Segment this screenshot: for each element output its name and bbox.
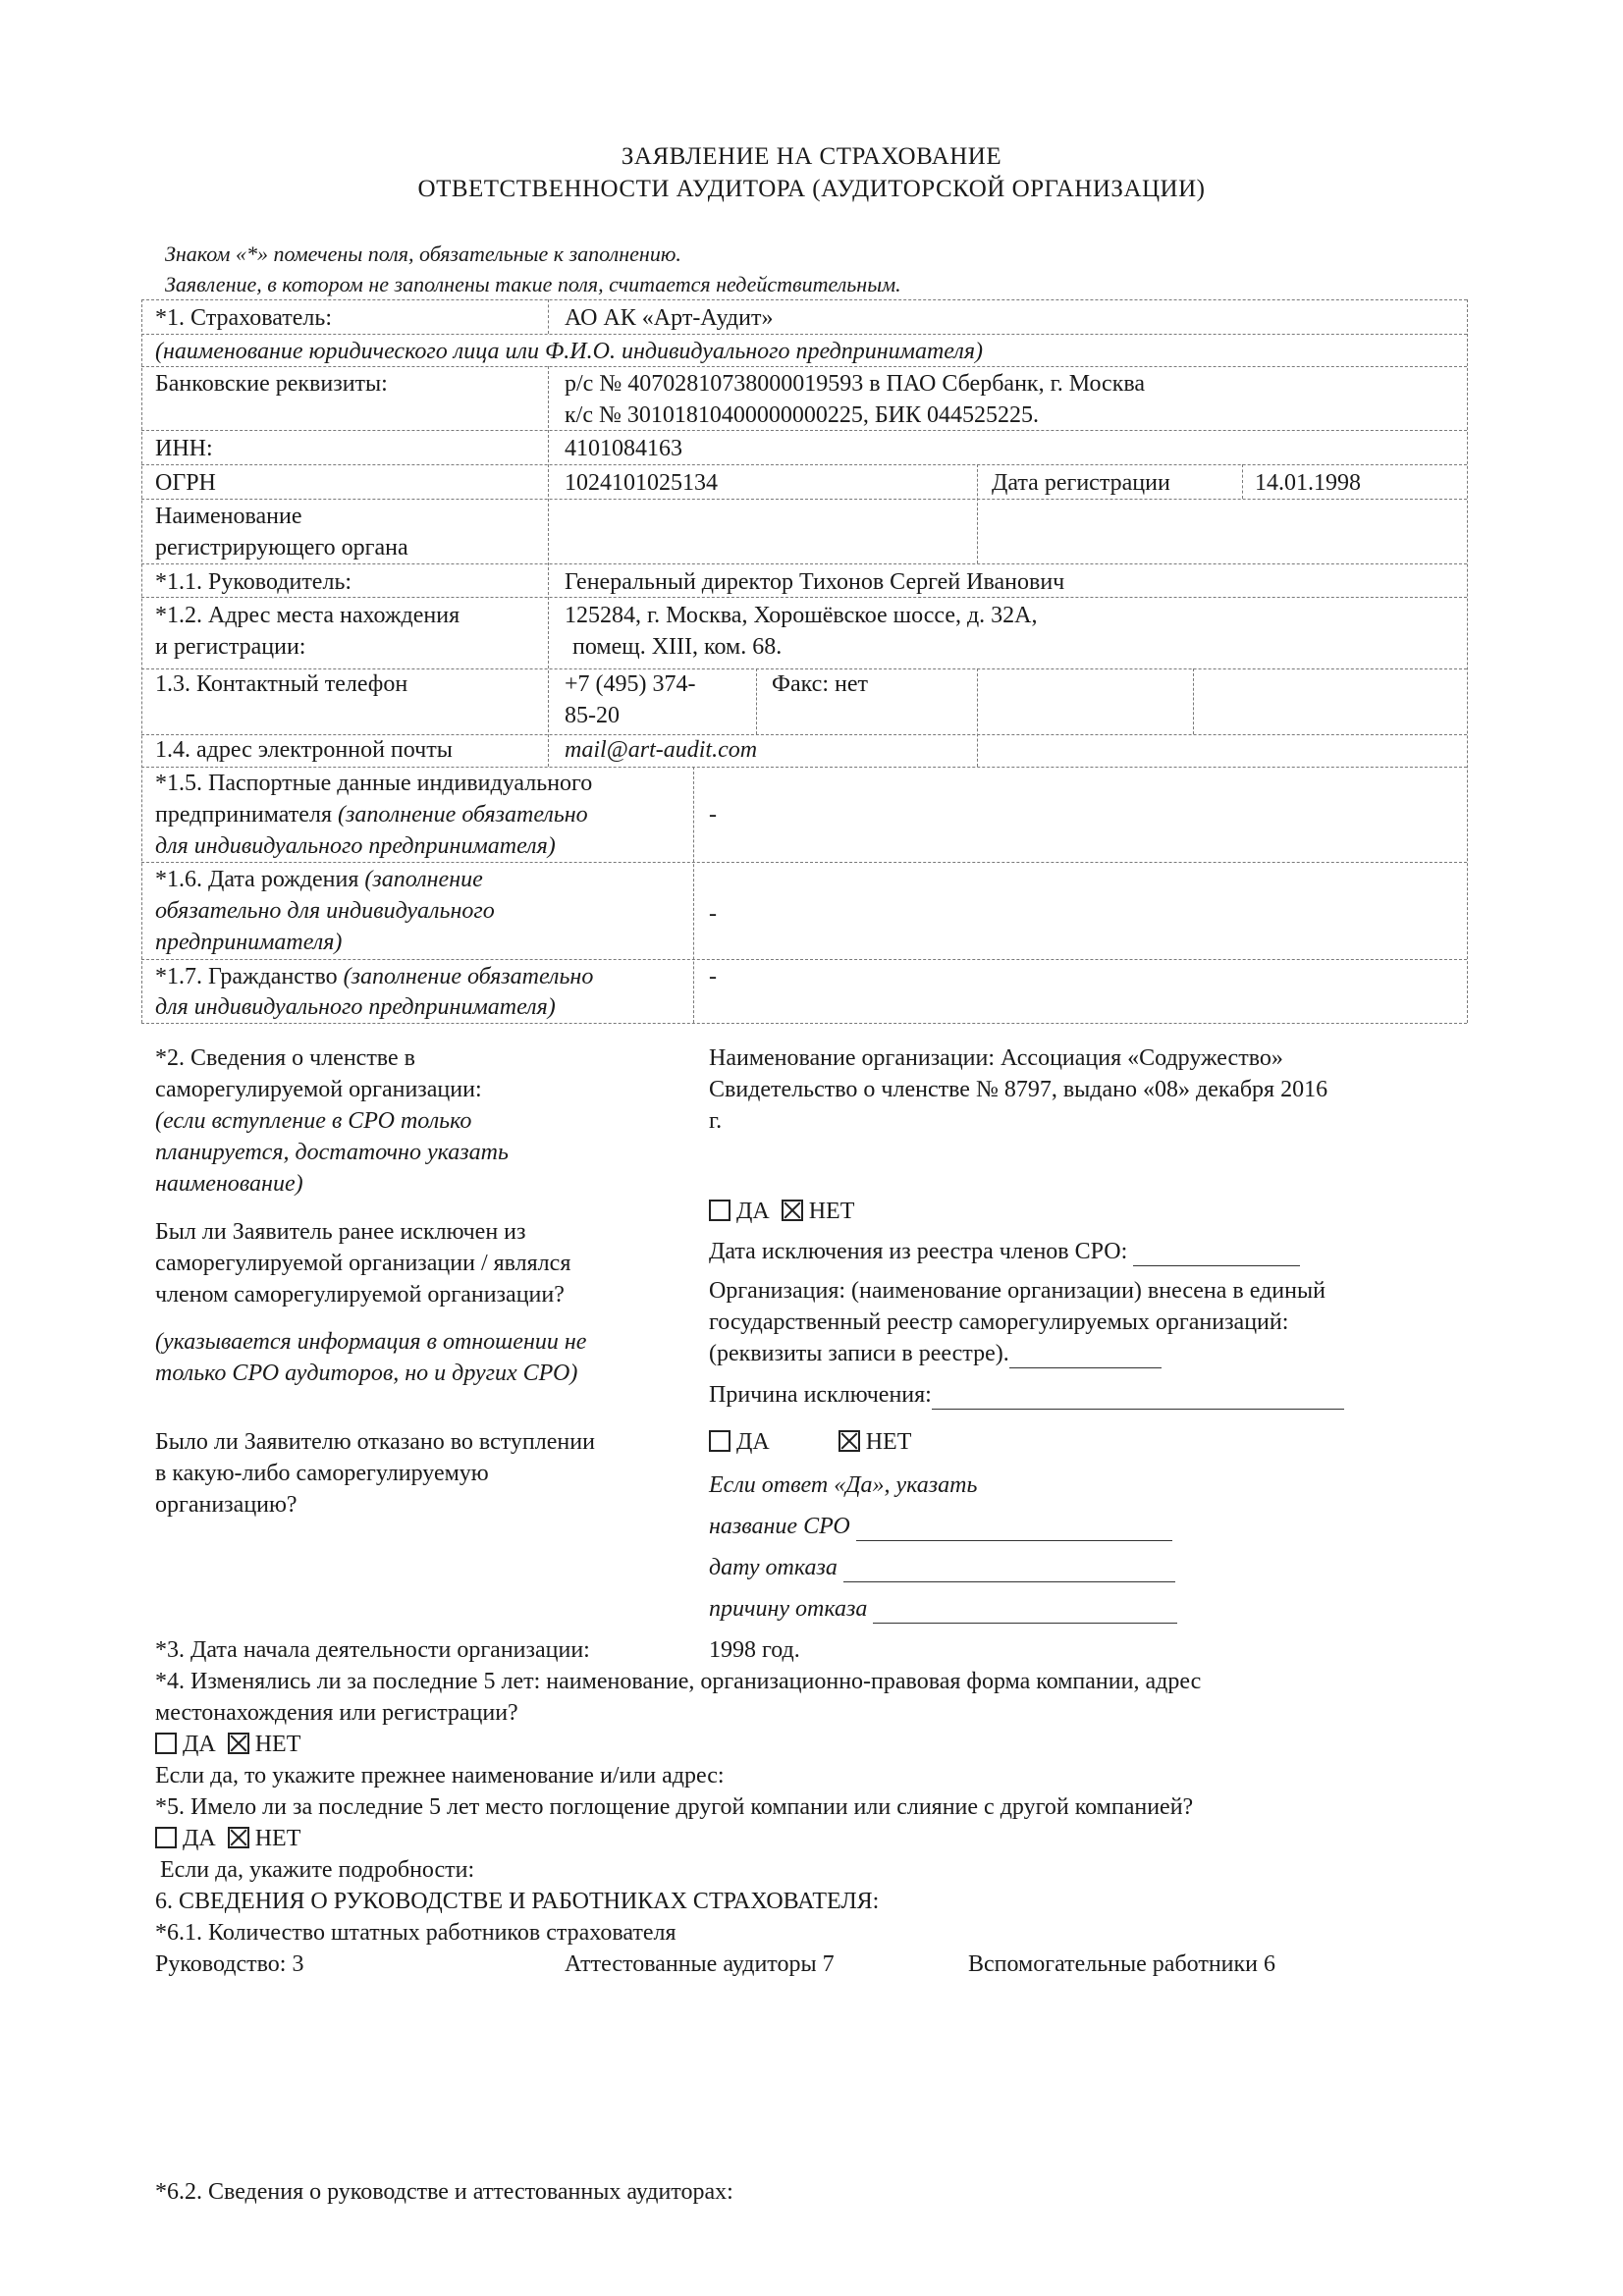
staff-count-label: *6.1. Количество штатных работников страхователя: [155, 1920, 676, 1946]
support-staff-count: Вспомогательные работники 6: [968, 1951, 1276, 1977]
citizen-label-line1: *1.7. Гражданство (заполнение обязательно: [155, 964, 594, 989]
ogrn-label: ОГРН: [155, 470, 216, 496]
insurer-hint: (наименование юридического лица или Ф.И.О. индивидуального предпринимателя): [155, 339, 983, 364]
insurer-value: АО АК «Арт-Аудит»: [565, 305, 774, 331]
ogrn-value: 1024101025134: [565, 470, 718, 496]
exclusion-date-field[interactable]: Дата исключения из реестра членов СРО:: [709, 1239, 1300, 1266]
q4-line1: *4. Изменялись ли за последние 5 лет: наименование, организационно-правовая форма компании, адрес: [155, 1669, 1202, 1694]
refused-question-line1: Было ли Заявителю отказано во вступлении: [155, 1429, 595, 1455]
excluded-question-line1: Был ли Заявитель ранее исключен из: [155, 1219, 526, 1245]
citizen-value: -: [709, 964, 717, 989]
sro-value-line2: Свидетельство о членстве № 8797, выдано «08» декабря 2016: [709, 1077, 1328, 1102]
refused-question-line2: в какую-либо саморегулируемую: [155, 1461, 489, 1486]
fax-label: Факс: нет: [772, 671, 868, 697]
excluded-hint-line1: (указывается информация в отношении не: [155, 1329, 587, 1355]
q4-yes-label: ДА: [183, 1732, 216, 1757]
phone-value-line2: 85-20: [565, 703, 620, 728]
q5-line1: *5. Имело ли за последние 5 лет место поглощение другой компании или слияние с другой компанией?: [155, 1794, 1194, 1820]
required-note-line2: Заявление, в котором не заполнены такие поля, считается недействительным.: [165, 272, 901, 296]
if-yes-note: Если ответ «Да», указать: [709, 1472, 978, 1498]
inn-label: ИНН:: [155, 436, 213, 461]
section62-label: *6.2. Сведения о руководстве и аттестованных аудиторах:: [155, 2179, 733, 2205]
sro-label-line2: саморегулируемой организации:: [155, 1077, 482, 1102]
phone-value-line1: +7 (495) 374-: [565, 671, 696, 697]
q5-no-label: НЕТ: [254, 1826, 301, 1851]
q5-yes-label: ДА: [183, 1826, 216, 1851]
refused-question-line3: организацию?: [155, 1492, 298, 1518]
excluded-hint-line2: только СРО аудиторов, но и других СРО): [155, 1361, 578, 1386]
passport-value: -: [709, 802, 717, 828]
exclusion-reason-field[interactable]: Причина исключения:: [709, 1382, 1344, 1410]
start-date-label: *3. Дата начала деятельности организации:: [155, 1637, 590, 1663]
start-date-value: 1998 год.: [709, 1637, 800, 1663]
refused-no-checkbox[interactable]: [839, 1430, 860, 1452]
q4-no-label: НЕТ: [254, 1732, 301, 1757]
q4-followup: Если да, то укажите прежнее наименование и/или адрес:: [155, 1763, 725, 1789]
bank-value-line2: к/с № 30101810400000000225, БИК 044525225.: [565, 402, 1039, 428]
q4-options: [155, 1732, 300, 1759]
q4-line2: местонахождения или регистрации?: [155, 1700, 518, 1726]
address-value-line1: 125284, г. Москва, Хорошёвское шоссе, д. 32А,: [565, 603, 1038, 628]
birth-value: -: [709, 901, 717, 927]
sro-hint-line1: (если вступление в СРО только: [155, 1108, 472, 1134]
email-label: 1.4. адрес электронной почты: [155, 737, 453, 763]
section6-title: 6. СВЕДЕНИЯ О РУКОВОДСТВЕ И РАБОТНИКАХ СТРАХОВАТЕЛЯ:: [155, 1889, 880, 1914]
inn-value: 4101084163: [565, 436, 682, 461]
birth-label-line3: предпринимателя): [155, 930, 343, 955]
passport-label-line2: предпринимателя (заполнение обязательно: [155, 802, 588, 828]
excluded-options: [709, 1199, 854, 1226]
excluded-yes-label: ДА: [736, 1199, 770, 1224]
excluded-yes-checkbox[interactable]: [709, 1200, 730, 1221]
excluded-question-line3: членом саморегулируемой организации?: [155, 1282, 565, 1308]
q4-no-checkbox[interactable]: [228, 1733, 249, 1754]
q5-no-checkbox[interactable]: [228, 1827, 249, 1848]
excluded-no-checkbox[interactable]: [782, 1200, 803, 1221]
sro-hint-line2: планируется, достаточно указать: [155, 1140, 509, 1165]
bank-value-line1: р/с № 40702810738000019593 в ПАО Сбербанк, г. Москва: [565, 371, 1146, 397]
bank-label: Банковские реквизиты:: [155, 371, 388, 397]
sro-label-line1: *2. Сведения о членстве в: [155, 1045, 415, 1071]
birth-label-line2: обязательно для индивидуального: [155, 898, 495, 924]
q5-options: [155, 1826, 300, 1853]
citizen-label-line2: для индивидуального предпринимателя): [155, 994, 556, 1020]
address-label-line1: *1.2. Адрес места нахождения: [155, 603, 460, 628]
reg-date-value: 14.01.1998: [1255, 470, 1361, 496]
birth-label-line1: *1.6. Дата рождения (заполнение: [155, 867, 483, 892]
head-value: Генеральный директор Тихонов Сергей Иванович: [565, 569, 1065, 595]
sro-hint-line3: наименование): [155, 1171, 303, 1197]
phone-label: 1.3. Контактный телефон: [155, 671, 408, 697]
exclusion-org-line3[interactable]: (реквизиты записи в реестре).: [709, 1341, 1162, 1368]
sro-value-line1: Наименование организации: Ассоциация «Содружество»: [709, 1045, 1283, 1071]
head-label: *1.1. Руководитель:: [155, 569, 352, 595]
exclusion-org-line1: Организация: (наименование организации) внесена в единый: [709, 1278, 1325, 1304]
address-value-line2: помещ. XIII, ком. 68.: [572, 634, 783, 660]
refusal-date-field[interactable]: дату отказа: [709, 1555, 1175, 1582]
auditors-count: Аттестованные аудиторы 7: [565, 1951, 835, 1977]
reg-date-label: Дата регистрации: [992, 470, 1170, 496]
management-count: Руководство: 3: [155, 1951, 304, 1977]
insurer-label: *1. Страхователь:: [155, 305, 332, 331]
refused-yes-checkbox[interactable]: [709, 1430, 730, 1452]
refused-options: [709, 1429, 911, 1457]
passport-label-line3: для индивидуального предпринимателя): [155, 833, 556, 859]
email-value: mail@art-audit.com: [565, 737, 758, 763]
address-label-line2: и регистрации:: [155, 634, 306, 660]
passport-label-line1: *1.5. Паспортные данные индивидуального: [155, 771, 593, 796]
refused-yes-label: ДА: [736, 1429, 770, 1455]
document-title-line1: ЗАЯВЛЕНИЕ НА СТРАХОВАНИЕ: [621, 143, 1002, 170]
required-note-line1: Знаком «*» помечены поля, обязательные к заполнению.: [165, 241, 681, 266]
refusal-reason-field[interactable]: причину отказа: [709, 1596, 1177, 1624]
excluded-no-label: НЕТ: [808, 1199, 855, 1224]
excluded-question-line2: саморегулируемой организации / являлся: [155, 1251, 571, 1276]
sro-value-line3: г.: [709, 1108, 723, 1134]
sro-name-field[interactable]: название СРО: [709, 1514, 1172, 1541]
reg-authority-label-line2: регистрирующего органа: [155, 535, 408, 561]
q5-followup: Если да, укажите подробности:: [160, 1857, 475, 1883]
exclusion-org-line2: государственный реестр саморегулируемых организаций:: [709, 1309, 1289, 1335]
reg-authority-label-line1: Наименование: [155, 504, 302, 529]
document-title-line2: ОТВЕТСТВЕННОСТИ АУДИТОРА (АУДИТОРСКОЙ ОРГАНИЗАЦИИ): [417, 176, 1206, 202]
q5-yes-checkbox[interactable]: [155, 1827, 177, 1848]
refused-no-label: НЕТ: [865, 1429, 912, 1455]
q4-yes-checkbox[interactable]: [155, 1733, 177, 1754]
